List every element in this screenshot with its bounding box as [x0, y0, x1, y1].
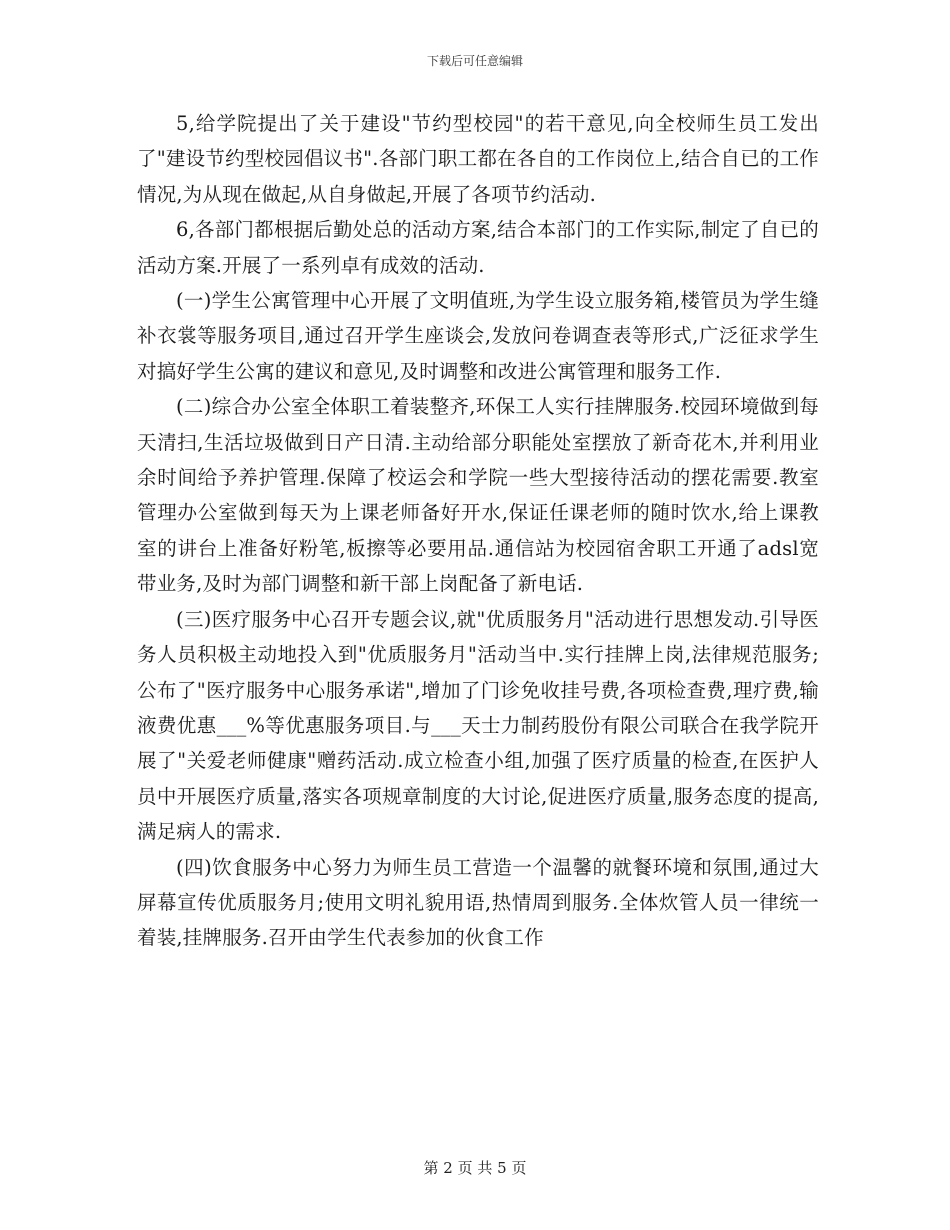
- page-number: 第 2 页 共 5 页: [423, 1159, 527, 1177]
- paragraph-item-5: 5,给学院提出了关于建设"节约型校园"的若干意见,向全校师生员工发出了"建设节约型校园倡议书".各部门职工都在各自的工作岗位上,结合自已的工作情况,为从现在做起,从自身做起,开展了各项节约活动.: [137, 112, 819, 206]
- header-note: 下载后可任意编辑: [426, 54, 523, 68]
- paragraph-general-office: (二)综合办公室全体职工着装整齐,环保工人实行挂牌服务.校园环境做到每天清扫,生活垃圾做到日产日清.主动给部分职能处室摆放了新奇花木,并利用业余时间给予养护管理.保障了校运会和学院一些大型接待活动的摆花需要.教室管理办公室做到每天为上课老师备好开水,保证任课老师的随时饮水,给上课教室的讲台上准备好粉笔,板擦等必要用品.通信站为校园宿舍职工开通了adsl宽带业务,及时为部门调整和新干部上岗配备了新电话.: [137, 395, 819, 596]
- paragraph-catering-service: (四)饮食服务中心努力为师生员工营造一个温馨的就餐环境和氛围,通过大屏幕宣传优质服务月;使用文明礼貌用语,热情周到服务.全体炊管人员一律统一着装,挂牌服务.召开由学生代表参加的伙食工作: [137, 855, 819, 950]
- document-body: [137, 106, 819, 956]
- paragraph-student-apartment: (一)学生公寓管理中心开展了文明值班,为学生设立服务箱,楼管员为学生缝补衣裳等服务项目,通过召开学生座谈会,发放问卷调查表等形式,广泛征求学生对搞好学生公寓的建议和意见,及时调整和改进公寓管理和服务工作.: [137, 289, 819, 383]
- paragraph-item-6: 6,各部门都根据后勤处总的活动方案,结合本部门的工作实际,制定了自已的活动方案.开展了一系列卓有成效的活动.: [137, 218, 819, 277]
- paragraph-medical-service: (三)医疗服务中心召开专题会议,就"优质服务月"活动进行思想发动.引导医务人员积极主动地投入到"优质服务月"活动当中.实行挂牌上岗,法律规范服务;公布了"医疗服务中心服务承诺",增加了门诊免收挂号费,各项检查费,理疗费,输液费优惠___%等优惠服务项目.与___天士力制药股份有限公司联合在我学院开展了"关爱老师健康"赠药活动.成立检查小组,加强了医疗质量的检查,在医护人员中开展医疗质量,落实各项规章制度的大讨论,促进医疗质量,服务态度的提高,满足病人的需求.: [137, 607, 819, 844]
